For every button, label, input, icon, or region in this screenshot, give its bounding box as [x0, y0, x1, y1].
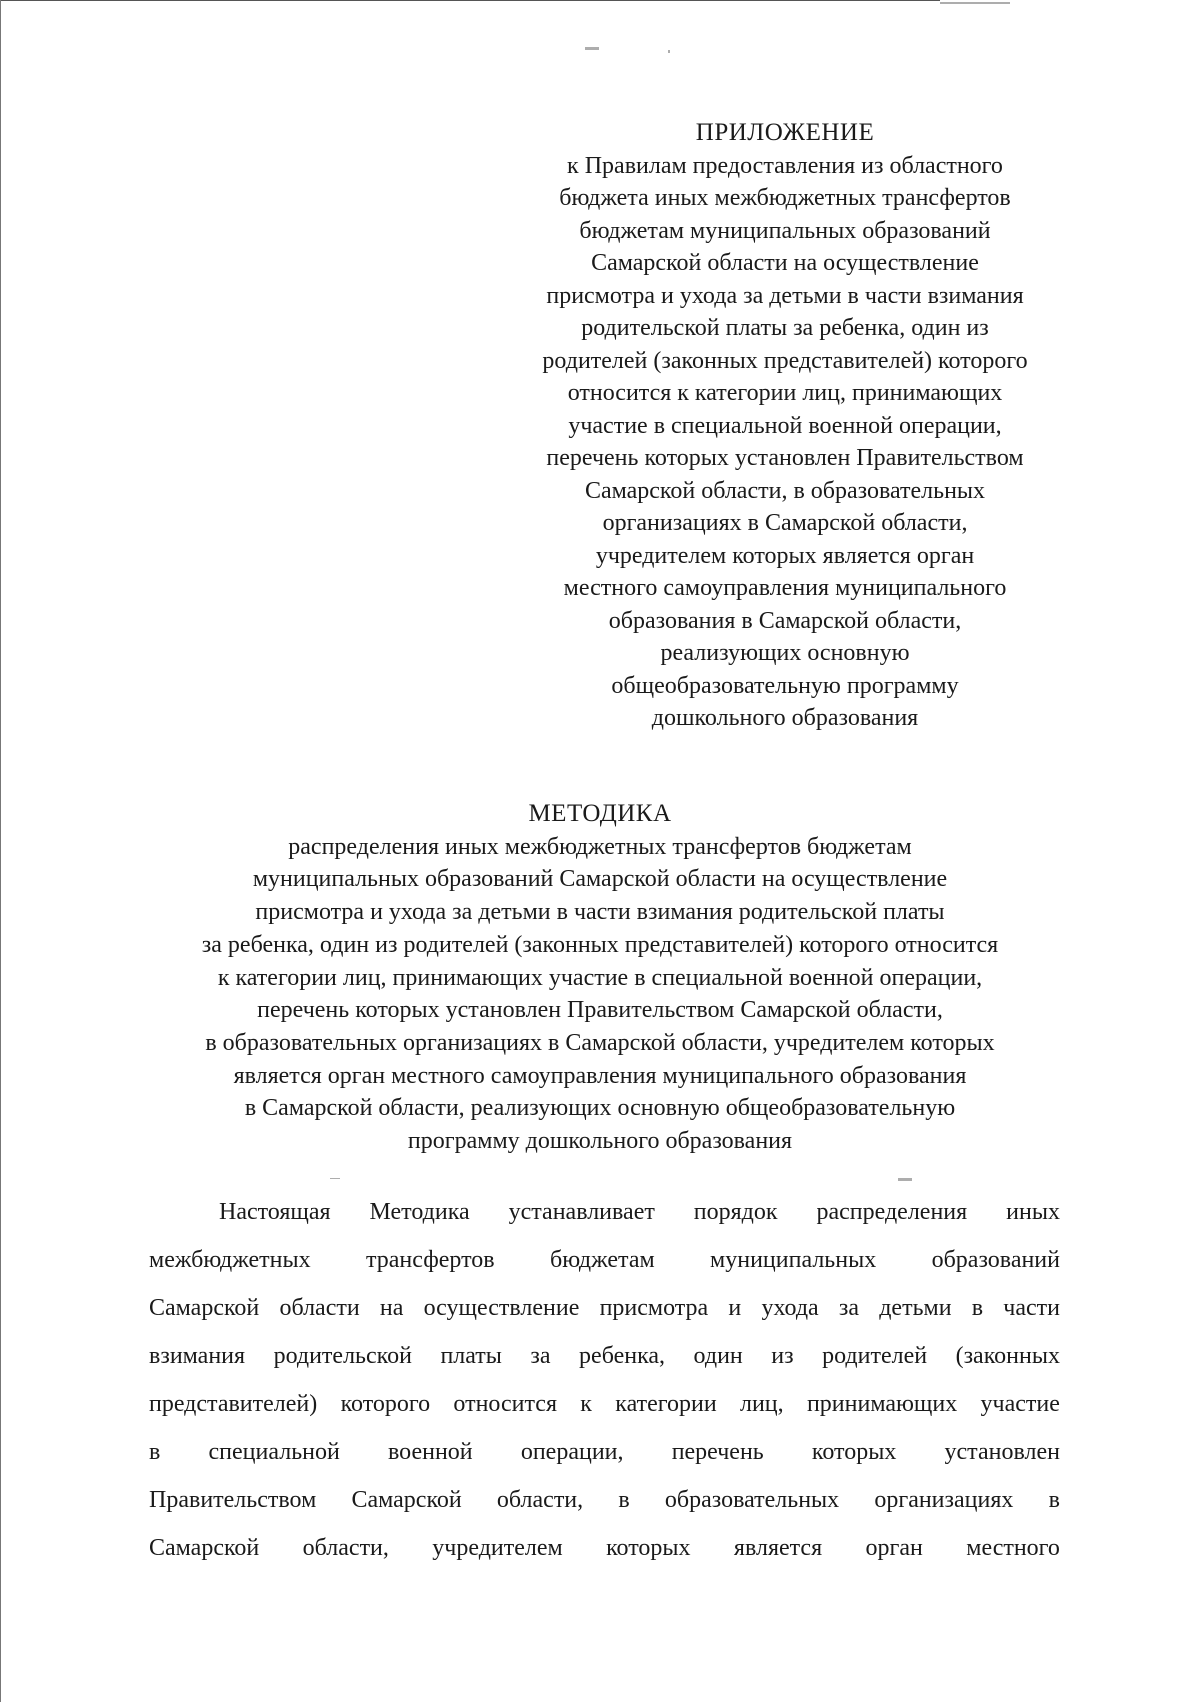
methodology-line: перечень которых установлен Правительством Самарской области,	[257, 997, 943, 1024]
appendix-line: учредителем которых является орган	[595, 542, 975, 569]
body-word: установлен	[944, 1439, 1060, 1465]
body-word: порядок	[693, 1199, 778, 1225]
appendix-block	[505, 117, 1065, 735]
body-word: в	[1048, 1487, 1060, 1513]
body-word: к	[580, 1391, 592, 1417]
body-word: родителей	[822, 1343, 928, 1369]
appendix-line: бюджетам муниципальных образований	[579, 217, 991, 244]
methodology-line: присмотра и ухода за детьми в части взимания родительской платы	[255, 899, 945, 926]
body-word: области,	[302, 1535, 389, 1561]
body-word: платы	[440, 1343, 502, 1369]
appendix-line: образования в Самарской области,	[608, 607, 962, 634]
body-word: присмотра	[599, 1295, 709, 1321]
body-word: трансфертов	[366, 1247, 495, 1273]
body-word: и	[728, 1295, 742, 1321]
methodology-line: в образовательных организациях в Самарской области, учредителем которых	[205, 1029, 995, 1056]
body-word: осуществление	[423, 1295, 580, 1321]
body-word: (законных	[955, 1343, 1060, 1369]
methodology-title-block	[140, 798, 1060, 1158]
appendix-line: родителей (законных представителей) которого	[542, 347, 1028, 374]
body-line	[149, 1524, 1060, 1572]
body-word: военной	[388, 1439, 473, 1465]
appendix-line: реализующих основную	[660, 640, 910, 666]
body-word: Самарской	[149, 1295, 260, 1321]
methodology-line: муниципальных образований Самарской области на осуществление	[252, 866, 948, 893]
body-word: образовательных	[664, 1487, 840, 1513]
appendix-line: родительской платы за ребенка, один из	[581, 315, 989, 341]
body-word: образований	[931, 1247, 1060, 1273]
appendix-line: относится к категории лиц, принимающих	[567, 380, 1003, 406]
appendix-line: местного самоуправления муниципального	[563, 575, 1007, 601]
body-word: части	[1003, 1295, 1060, 1321]
scan-speck	[330, 1178, 340, 1179]
appendix-line: Самарской области на осуществление	[591, 250, 979, 276]
appendix-line: общеобразовательную программу	[611, 672, 959, 699]
appendix-line: бюджета иных межбюджетных трансфертов	[559, 185, 1011, 211]
body-word: в	[618, 1487, 630, 1513]
body-line	[149, 1284, 1060, 1332]
body-paragraph	[149, 1188, 1060, 1572]
body-line	[149, 1332, 1060, 1380]
body-word: Настоящая	[219, 1199, 331, 1225]
body-word: Методика	[369, 1199, 470, 1225]
body-word: области,	[496, 1487, 584, 1513]
body-word: представителей)	[149, 1391, 318, 1417]
body-word: распределения	[816, 1199, 968, 1225]
scan-border-top	[0, 0, 940, 1]
body-word: операции,	[520, 1439, 624, 1465]
body-word: принимающих	[806, 1391, 958, 1417]
methodology-line: к категории лиц, принимающих участие в специальной военной операции,	[217, 964, 983, 991]
methodology-heading: МЕТОДИКА	[528, 800, 672, 827]
body-word: учредителем	[432, 1535, 563, 1561]
body-word: иных	[1006, 1199, 1060, 1225]
body-word: в	[149, 1439, 161, 1465]
appendix-line: Самарской области, в образовательных	[584, 477, 986, 504]
body-word: организациях	[874, 1487, 1014, 1513]
body-line	[149, 1428, 1060, 1476]
body-word: взимания	[149, 1343, 246, 1369]
body-word: на	[379, 1295, 404, 1321]
methodology-line: является орган местного самоуправления муниципального образования	[233, 1062, 967, 1089]
body-word: лиц,	[739, 1391, 784, 1417]
body-word: из	[771, 1343, 794, 1369]
appendix-heading: ПРИЛОЖЕНИЕ	[695, 119, 875, 146]
appendix-line: дошкольного образования	[651, 705, 919, 731]
body-word: муниципальных	[710, 1247, 877, 1273]
methodology-line: в Самарской области, реализующих основную общеобразовательную	[244, 1095, 956, 1122]
body-word: межбюджетных	[149, 1247, 311, 1273]
body-word: в	[971, 1295, 984, 1321]
body-word: один	[693, 1343, 743, 1369]
body-word: Правительством	[149, 1487, 317, 1513]
body-word: бюджетам	[550, 1247, 655, 1273]
methodology-line: за ребенка, один из родителей (законных представителей) которого относится	[201, 931, 999, 958]
scan-speck	[585, 47, 599, 50]
body-word: относится	[453, 1391, 557, 1417]
scan-speck	[940, 2, 1010, 4]
body-line	[149, 1188, 1060, 1236]
methodology-line: распределения иных межбюджетных трансфертов бюджетам	[288, 833, 912, 860]
body-word: специальной	[208, 1439, 340, 1465]
body-word: Самарской	[351, 1487, 462, 1513]
body-word: устанавливает	[508, 1199, 655, 1225]
body-word: которых	[811, 1439, 897, 1465]
appendix-line: организациях в Самарской области,	[602, 510, 968, 536]
body-word: участие	[980, 1391, 1060, 1417]
scan-speck	[668, 50, 670, 53]
appendix-line: к Правилам предоставления из областного	[567, 152, 1003, 179]
body-word: родительской	[273, 1343, 412, 1369]
scan-border-left	[0, 0, 1, 1702]
methodology-line: программу дошкольного образования	[407, 1128, 793, 1155]
body-word: категории	[615, 1391, 717, 1417]
body-word: которого	[340, 1391, 431, 1417]
appendix-line: перечень которых установлен Правительством	[546, 445, 1024, 471]
body-word: области	[279, 1295, 360, 1321]
appendix-line: участие в специальной военной операции,	[568, 412, 1002, 439]
scan-speck	[898, 1178, 912, 1181]
body-word: орган	[865, 1535, 923, 1561]
body-word: местного	[966, 1535, 1060, 1561]
body-word: детьми	[879, 1295, 952, 1321]
appendix-line: присмотра и ухода за детьми в части взимания	[546, 282, 1024, 309]
body-word: перечень	[671, 1439, 764, 1465]
body-word: за	[530, 1343, 551, 1369]
body-word: за	[838, 1295, 860, 1321]
body-word: ребенка,	[579, 1343, 666, 1369]
body-word: является	[733, 1535, 823, 1561]
body-word: Самарской	[149, 1535, 260, 1561]
body-line	[149, 1476, 1060, 1524]
body-line	[149, 1236, 1060, 1284]
body-line	[149, 1380, 1060, 1428]
body-word: которых	[606, 1535, 691, 1561]
body-word: ухода	[761, 1295, 819, 1321]
